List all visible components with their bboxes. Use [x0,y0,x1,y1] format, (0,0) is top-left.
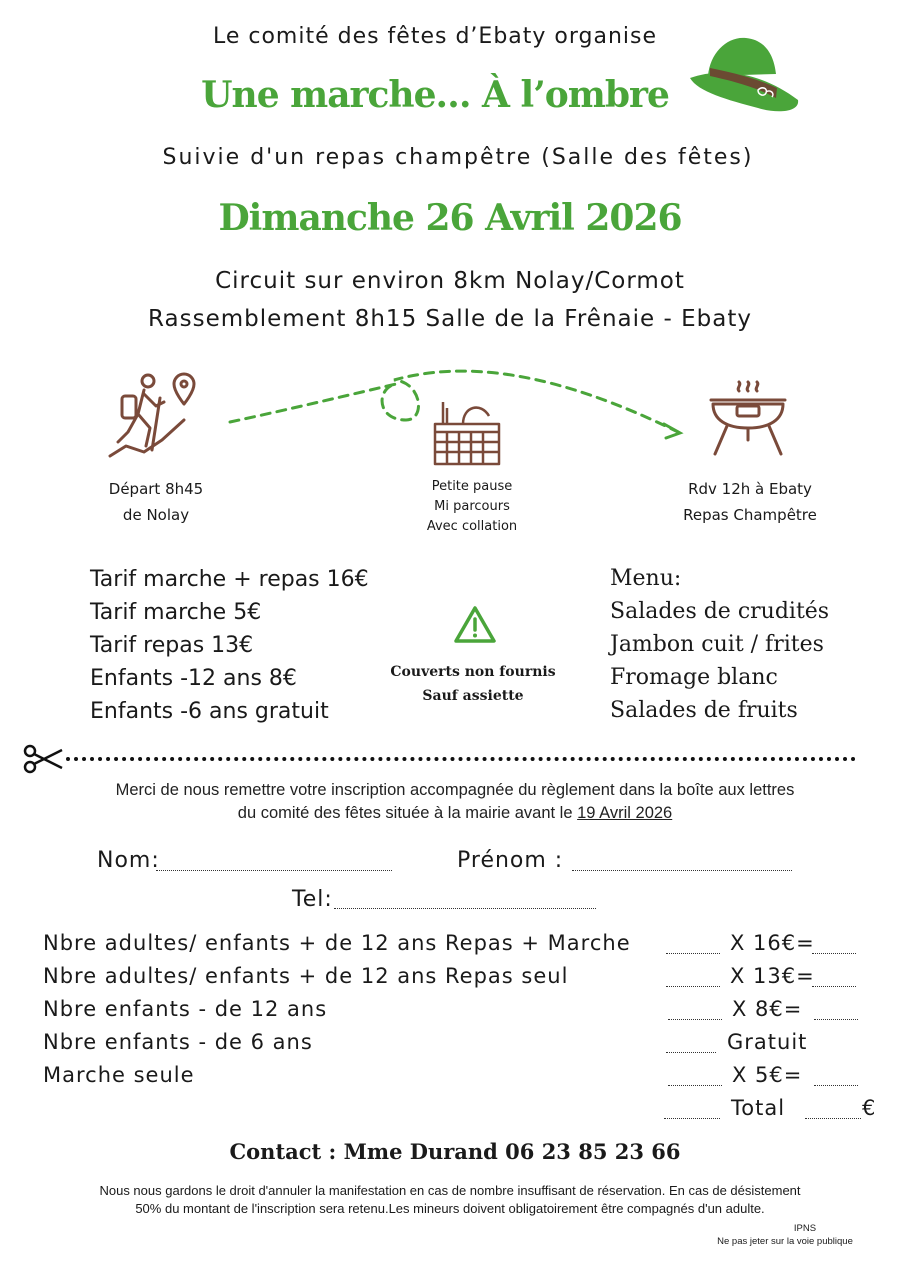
menu-item: Salades de crudités [610,599,830,624]
instructions-line1: Merci de nous remettre votre inscription accompagnée du règlement dans la boîte aux lettres [115,781,795,799]
footer-line2: 50% du montant de l'inscription sera retenu.Les mineurs doivent obligatoirement être compagnés d'un adulte. [135,1201,765,1216]
total-currency: € [862,1096,877,1120]
row-label: Nbre adultes/ enfants + de 12 ans Repas seul [43,964,569,988]
step-pause [380,477,564,537]
event-date: Dimanche 26 Avril 2026 [218,197,682,239]
row-amount-field[interactable] [812,986,856,987]
event-subtitle: Suivie d'un repas champêtre (Salle des fêtes) [162,145,754,170]
tarif-item: Tarif repas 13€ [90,633,254,658]
step-depart-line2: de Nolay [122,506,190,524]
tarif-item: Enfants -12 ans 8€ [90,666,297,691]
step-rdv-line1: Rdv 12h à Ebaty [688,480,812,498]
ipns-label: IPNS [793,1223,817,1234]
total-qty-field[interactable] [664,1118,720,1119]
footer-line1: Nous nous gardons le droit d'annuler la manifestation en cas de nombre insuffisant de réservation. En cas de désistement [99,1183,801,1198]
prenom-label: Prénom : [457,848,564,873]
couverts-line1: Couverts non fournis [390,664,556,680]
ipns-note: Ne pas jeter sur la voie publique [717,1236,853,1247]
step-pause-line1: Petite pause [431,479,513,494]
row-price: X 16€= [730,931,815,955]
grill-icon [707,380,789,458]
step-rdv [652,476,848,528]
row-amount-field[interactable] [812,953,856,954]
row-label: Nbre enfants - de 12 ans [43,997,328,1021]
row-qty-field[interactable] [666,1052,716,1053]
cut-line [66,757,856,761]
row-price: Gratuit [727,1030,808,1054]
nom-field[interactable] [156,870,392,871]
row-price: X 5€= [732,1063,803,1087]
couverts-note [388,660,558,708]
menu-item: Jambon cuit / frites [610,632,824,657]
row-label: Nbre enfants - de 6 ans [43,1030,313,1054]
step-depart [70,476,242,528]
tel-label: Tel: [292,887,333,912]
menu-item: Fromage blanc [610,665,778,690]
green-hat-icon [688,34,802,116]
tel-field[interactable] [334,908,596,909]
step-pause-line3: Avec collation [426,519,518,534]
instructions-line2-prefix: du comité des fêtes située à la mairie avant le [237,804,578,822]
tarif-item: Enfants -6 ans gratuit [90,699,329,724]
tarif-item: Tarif marche 5€ [90,600,262,625]
circuit-info: Circuit sur environ 8km Nolay/Cormot [215,268,685,294]
meeting-info: Rassemblement 8h15 Salle de la Frênaie - Ebaty [148,306,752,332]
contact-info: Contact : Mme Durand 06 23 85 23 66 [229,1139,681,1164]
total-label: Total [731,1096,786,1120]
hiker-icon [104,370,198,462]
row-price: X 13€= [730,964,815,988]
menu-list [610,562,890,727]
footer-disclaimer [50,1182,850,1218]
row-amount-field[interactable] [814,1019,858,1020]
intro-text: Le comité des fêtes d’Ebaty organise [212,24,658,49]
tarif-item: Tarif marche + repas 16€ [90,567,369,592]
row-qty-field[interactable] [668,1019,722,1020]
deadline-date: 19 Avril 2026 [577,804,673,822]
row-amount-field[interactable] [814,1085,858,1086]
step-rdv-line2: Repas Champêtre [683,506,817,524]
picnic-basket-icon [433,398,503,468]
row-label: Marche seule [43,1063,195,1087]
row-qty-field[interactable] [668,1085,722,1086]
menu-title: Menu: [610,566,682,591]
tarif-list [90,563,420,728]
couverts-line2: Sauf assiette [422,688,524,704]
prenom-field[interactable] [572,870,792,871]
nom-label: Nom: [97,848,160,873]
event-title: Une marche… À l’ombre [201,74,669,116]
row-qty-field[interactable] [666,953,720,954]
warning-icon [453,605,497,645]
step-depart-line1: Départ 8h45 [108,480,204,498]
instructions-line2 [40,802,870,825]
total-amount-field[interactable] [805,1118,861,1119]
row-price: X 8€= [732,997,803,1021]
scissors-icon [22,744,64,774]
menu-item: Salades de fruits [610,698,798,723]
row-qty-field[interactable] [666,986,720,987]
ipns-notice [700,1222,870,1248]
step-pause-line2: Mi parcours [434,499,510,514]
instructions-text [40,779,870,825]
row-label: Nbre adultes/ enfants + de 12 ans Repas + Marche [43,931,631,955]
